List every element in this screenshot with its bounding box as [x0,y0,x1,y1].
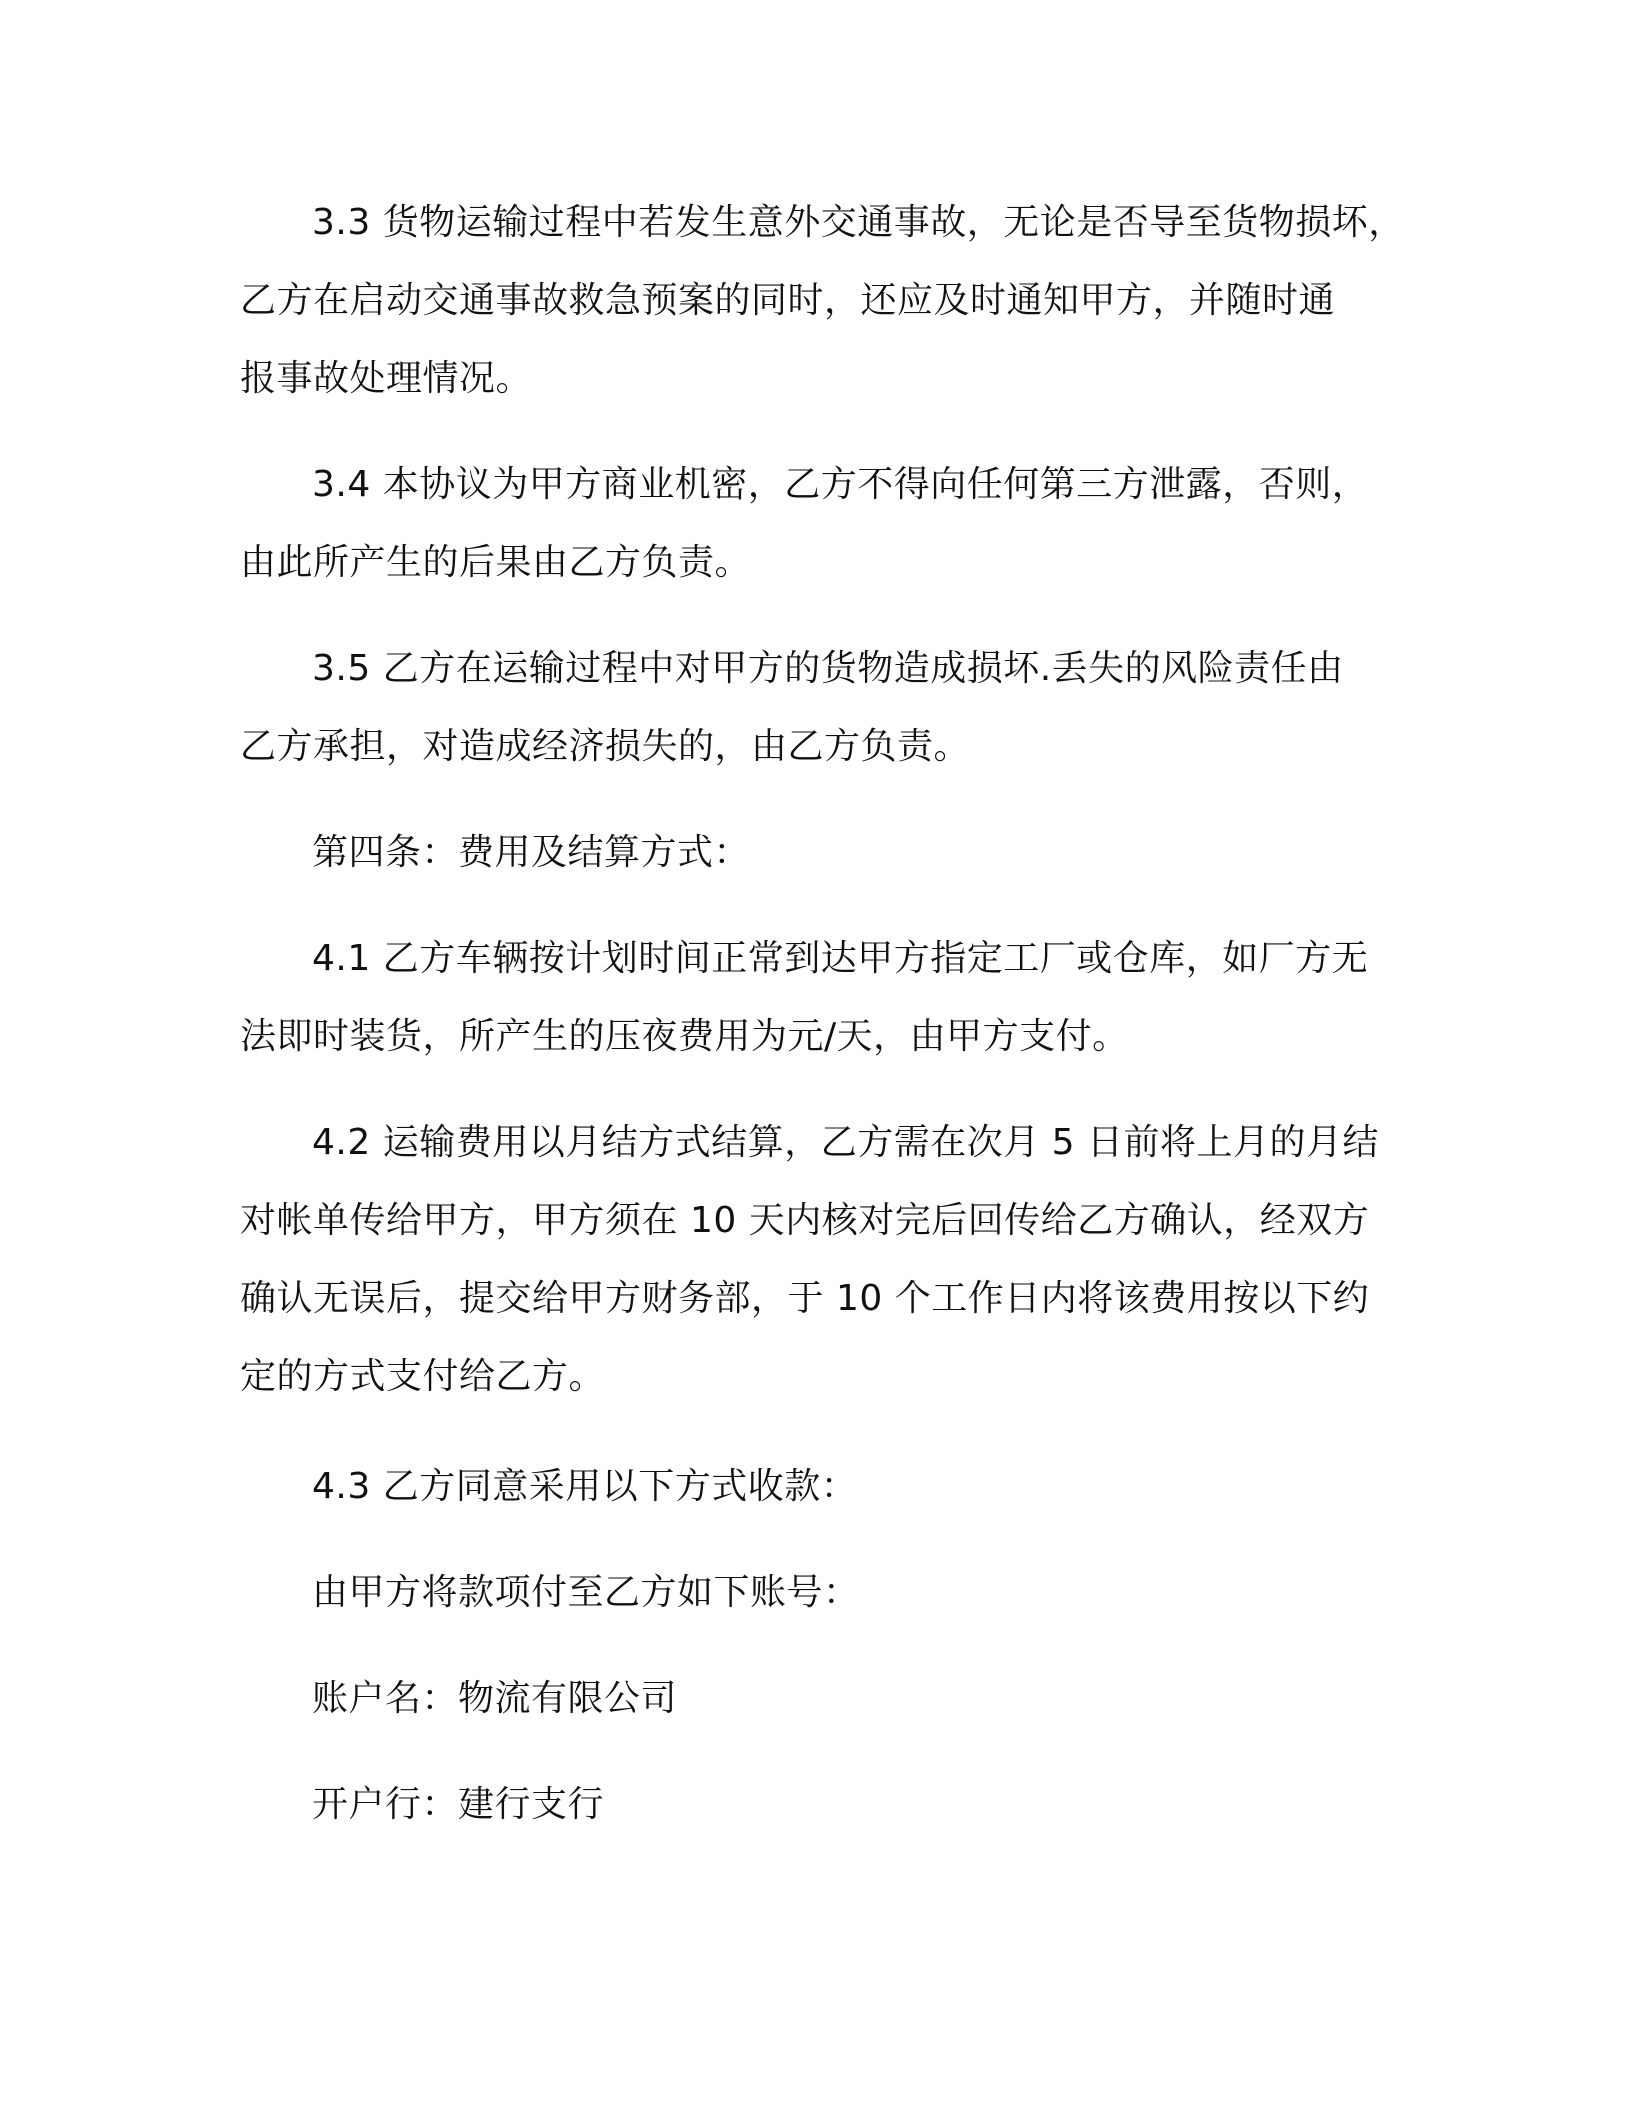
payment-instruction [240,1554,1420,1632]
clause-4-2-line-3: 确认无误后，提交给甲方财务部，于 10 个工作日内将该费用按以下约 [240,1278,1370,1319]
clause-3-3-line-3: 报事故处理情况。 [240,358,533,399]
clause-3-3-line-2: 乙方在启动交通事故救急预案的同时，还应及时通知甲方，并随时通 [240,280,1336,321]
account-name [240,1660,1420,1738]
document-body [240,184,1420,1844]
bank-branch [240,1766,1420,1844]
clause-4-2 [240,1104,1420,1416]
bank-branch-text: 开户行：建行支行 [312,1784,605,1825]
clause-3-3-line-1: 3.3 货物运输过程中若发生意外交通事故，无论是否导至货物损坏， [312,202,1405,243]
clause-3-5-line-2: 乙方承担，对造成经济损失的，由乙方负责。 [240,726,971,767]
clause-4-3-text: 4.3 乙方同意采用以下方式收款： [312,1466,858,1507]
clause-3-5-line-1: 3.5 乙方在运输过程中对甲方的货物造成损坏.丢失的风险责任由 [312,648,1344,689]
clause-4-1-line-1: 4.1 乙方车辆按计划时间正常到达甲方指定工厂或仓库，如厂方无 [312,938,1369,979]
clause-3-4-line-2: 由此所产生的后果由乙方负责。 [240,542,752,583]
clause-3-3 [240,184,1420,418]
clause-4-1-line-2: 法即时装货，所产生的压夜费用为元/天，由甲方支付。 [240,1016,1129,1057]
clause-3-4 [240,446,1420,602]
clause-4-3 [240,1448,1420,1526]
clause-4-2-line-1: 4.2 运输费用以月结方式结算，乙方需在次月 5 日前将上月的月结 [312,1122,1379,1163]
article-4-heading [240,814,1420,892]
account-name-text: 账户名：物流有限公司 [312,1678,678,1719]
payment-instruction-text: 由甲方将款项付至乙方如下账号： [312,1572,860,1613]
clause-3-5 [240,630,1420,786]
article-4-heading-text: 第四条：费用及结算方式： [312,832,751,873]
clause-4-1 [240,920,1420,1076]
clause-4-2-line-4: 定的方式支付给乙方。 [240,1356,606,1397]
clause-3-4-line-1: 3.4 本协议为甲方商业机密，乙方不得向任何第三方泄露，否则， [312,464,1369,505]
clause-4-2-line-2: 对帐单传给甲方，甲方须在 10 天内核对完后回传给乙方确认，经双方 [240,1200,1370,1241]
